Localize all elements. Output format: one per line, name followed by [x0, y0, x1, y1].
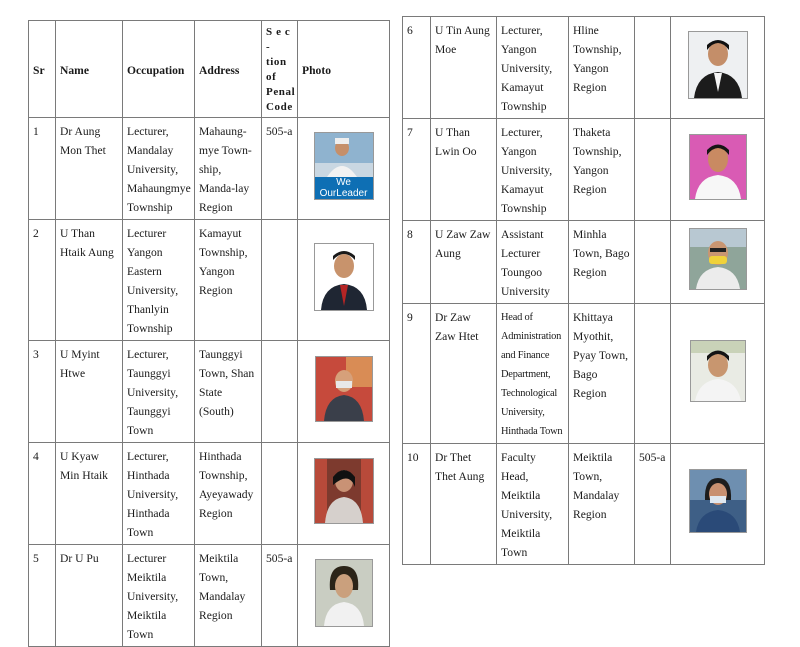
- portrait-photo: [690, 340, 746, 402]
- table-row: [403, 444, 765, 565]
- portrait-image: [689, 32, 747, 98]
- row-photo-cell: [298, 220, 390, 341]
- row-photo-cell: [298, 118, 390, 220]
- row-occupation: Lecturer, Hinthada University, Hinthada Town: [123, 443, 195, 545]
- table-header-row: [29, 21, 390, 118]
- detainee-table-right: [402, 16, 765, 565]
- row-sr: 5: [29, 545, 56, 647]
- row-section: 505-a: [262, 545, 298, 647]
- row-sr: 10: [403, 444, 431, 565]
- table-row: [29, 341, 390, 443]
- row-occupation: Lecturer, Mandalay University, Mahaungmye Township: [123, 118, 195, 220]
- row-sr: 8: [403, 221, 431, 304]
- row-section: 505-a: [262, 118, 298, 220]
- row-address: Khittaya Myothit, Pyay Town, Bago Region: [569, 304, 635, 444]
- row-occupation: Faculty Head, Meiktila University, Meiktila Town: [497, 444, 569, 565]
- portrait-image: [316, 560, 372, 626]
- row-name: U Tin Aung Moe: [431, 17, 497, 119]
- row-section: [635, 304, 671, 444]
- row-section: [635, 119, 671, 221]
- row-name: U Zaw Zaw Aung: [431, 221, 497, 304]
- row-sr: 6: [403, 17, 431, 119]
- row-name: U Kyaw Min Htaik: [56, 443, 123, 545]
- header-name: Name: [56, 21, 123, 118]
- portrait-photo: [689, 228, 747, 290]
- portrait-image: [316, 357, 372, 421]
- portrait-photo: [315, 559, 373, 627]
- portrait-photo: [314, 243, 374, 311]
- row-photo-cell: [298, 443, 390, 545]
- row-sr: 4: [29, 443, 56, 545]
- row-occupation: Lecturer Yangon Eastern University, Thanlyin Township: [123, 220, 195, 341]
- row-name: U Than Htaik Aung: [56, 220, 123, 341]
- row-address: Hline Township, Yangon Region: [569, 17, 635, 119]
- portrait-photo: [689, 134, 747, 200]
- header-photo: Photo: [298, 21, 390, 118]
- row-name: Dr Aung Mon Thet: [56, 118, 123, 220]
- table-row: [403, 119, 765, 221]
- portrait-photo: [314, 458, 374, 524]
- row-address: Mahaung-mye Town-ship, Manda-lay Region: [195, 118, 262, 220]
- header-section-of-penal-code: S e c - tion of Penal Code: [262, 21, 298, 118]
- row-occupation: Lecturer, Yangon University, Kamayut Township: [497, 119, 569, 221]
- row-sr: 1: [29, 118, 56, 220]
- table-row: [29, 118, 390, 220]
- row-name: Dr Zaw Zaw Htet: [431, 304, 497, 444]
- portrait-photo: [315, 356, 373, 422]
- row-section: [635, 17, 671, 119]
- row-photo-cell: [671, 444, 765, 565]
- row-occupation: Lecturer, Yangon University, Kamayut Township: [497, 17, 569, 119]
- row-occupation: Lecturer, Taunggyi University, Taunggyi Town: [123, 341, 195, 443]
- row-section: [262, 220, 298, 341]
- portrait-image: [690, 135, 746, 199]
- header-sr: Sr: [29, 21, 56, 118]
- portrait-photo: [689, 469, 747, 533]
- row-occupation: Assistant Lecturer Toungoo University: [497, 221, 569, 304]
- row-address: Hinthada Township, Ayeyawady Region: [195, 443, 262, 545]
- table-row: [29, 545, 390, 647]
- row-photo-cell: [298, 545, 390, 647]
- row-photo-cell: [298, 341, 390, 443]
- row-section: 505-a: [635, 444, 671, 565]
- row-sr: 7: [403, 119, 431, 221]
- row-address: Meiktila Town, Mandalay Region: [195, 545, 262, 647]
- row-photo-cell: [671, 304, 765, 444]
- row-sr: 9: [403, 304, 431, 444]
- row-address: Kamayut Township, Yangon Region: [195, 220, 262, 341]
- row-section: [262, 341, 298, 443]
- row-address: Meiktila Town, Mandalay Region: [569, 444, 635, 565]
- header-occupation: Occupation: [123, 21, 195, 118]
- row-address: Taunggyi Town, Shan State (South): [195, 341, 262, 443]
- table-row: [403, 221, 765, 304]
- row-occupation: Lecturer Meiktila University, Meiktila Town: [123, 545, 195, 647]
- portrait-image: [690, 470, 746, 532]
- row-name: U Than Lwin Oo: [431, 119, 497, 221]
- portrait-image: [315, 244, 373, 310]
- row-photo-cell: [671, 17, 765, 119]
- table-row: [403, 304, 765, 444]
- photo-banner-overlay: We OurLeader: [315, 177, 373, 199]
- row-name: Dr U Pu: [56, 545, 123, 647]
- row-name: U Myint Htwe: [56, 341, 123, 443]
- portrait-photo: [314, 132, 374, 200]
- row-address: Minhla Town, Bago Region: [569, 221, 635, 304]
- table-row: [403, 17, 765, 119]
- row-sr: 2: [29, 220, 56, 341]
- row-name: Dr Thet Thet Aung: [431, 444, 497, 565]
- detainee-table-left: [28, 20, 390, 647]
- row-photo-cell: [671, 119, 765, 221]
- row-sr: 3: [29, 341, 56, 443]
- header-address: Address: [195, 21, 262, 118]
- row-section: [262, 443, 298, 545]
- portrait-image: [690, 229, 746, 289]
- portrait-image: [315, 459, 373, 523]
- portrait-photo: [688, 31, 748, 99]
- row-section: [635, 221, 671, 304]
- row-address: Thaketa Township, Yangon Region: [569, 119, 635, 221]
- table-row: [29, 220, 390, 341]
- row-occupation: Head of Administration and Finance Department, Technological University, Hinthada Town: [497, 304, 569, 444]
- table-row: [29, 443, 390, 545]
- portrait-image: [691, 341, 745, 401]
- row-photo-cell: [671, 221, 765, 304]
